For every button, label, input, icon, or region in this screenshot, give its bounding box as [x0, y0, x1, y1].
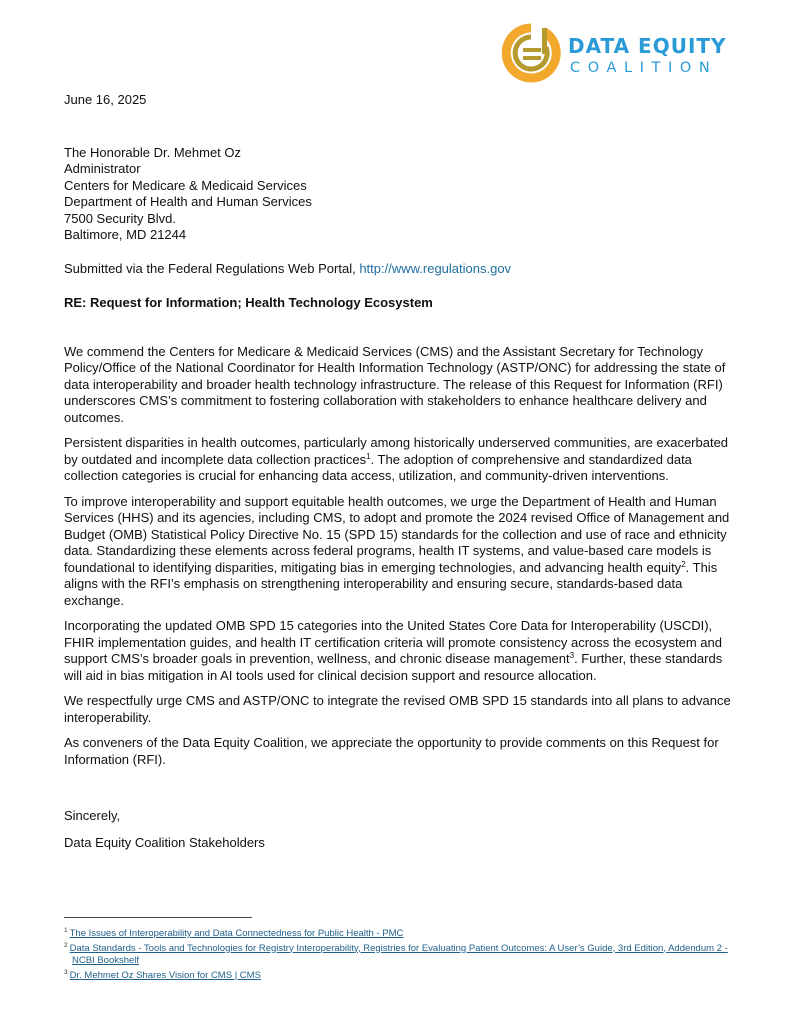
footnote-ref-1[interactable]: 1	[366, 451, 371, 461]
footnote-ref-2[interactable]: 2	[681, 559, 686, 569]
footnote-item: $^1$ The Issues of Interoperability and Data Connectedness for Public Health - PMC	[64, 927, 404, 939]
paragraph: Persistent disparities in health outcomes, particularly among historically underserved communities, are exacerbated by outdated and incomplete data collection practices$^1$. The adoption of comprehensive and standardized data collection categories is crucial for enhancing data access, utilization, and community-driven interventions.	[64, 435, 729, 483]
footnote-item: $^2$ Data Standards - Tools and Technologies for Registry Interoperability, Registries for Evaluating Patient Outcomes: A User’s Guide, 3rd Edition, Addendum 2 - NCBI Bookshelf	[64, 941, 728, 966]
letter-date: June 16, 2025	[64, 92, 147, 107]
submission-note	[64, 261, 734, 278]
logo-title: DATA EQUITY	[568, 34, 727, 58]
paragraph: As conveners of the Data Equity Coalition, we appreciate the opportunity to provide comments on this Request for Information (RFI).	[64, 735, 719, 767]
paragraph: We respectfully urge CMS and ASTP/ONC to integrate the revised OMB SPD 15 standards into all plans to advance interoperability.	[64, 693, 731, 725]
footnote-link-3[interactable]: Dr. Mehmet Oz Shares Vision for CMS | CMS	[69, 969, 261, 981]
paragraph: We commend the Centers for Medicare & Medicaid Services (CMS) and the Assistant Secretary for Technology Policy/Office of the National Coordinator for Health Information Technology (ASTP/ONC) for addressing the state of data interoperability and broader health technology infrastructure. The release of this Request for Information (RFI) underscores CMS’s commitment to fostering collaboration with stakeholders to enhance healthcare delivery and outcomes.	[64, 343, 726, 425]
footnote-link-2[interactable]: Data Standards - Tools and Technologies for Registry Interoperability, Registries for Evaluating Patient Outcomes: A User’s Guide, 3rd Edition, Addendum 2 - NCBI Bookshelf	[69, 942, 728, 966]
submission-text: Submitted via the Federal Regulations Web Portal,	[64, 260, 360, 276]
footnotes	[64, 928, 744, 984]
address-line: Administrator	[64, 161, 141, 176]
logo-subtitle: COALITION	[570, 60, 718, 76]
address-line: Department of Health and Human Services	[64, 194, 312, 209]
paragraph: Incorporating the updated OMB SPD 15 categories into the United States Core Data for Interoperability (USCDI), FHIR implementation guides, and health IT certification criteria will promote consistency across the ecosystem and support CMS’s broader goals in prevention, wellness, and chronic disease management$^3$. Further, these standards will aid in bias mitigation in AI tools used for clinical decision support and resource allocation.	[64, 618, 723, 683]
regulations-gov-link[interactable]: http://www.regulations.gov	[359, 260, 512, 276]
subject-line: RE: Request for Information; Health Technology Ecosystem	[64, 295, 433, 310]
signature: Data Equity Coalition Stakeholders	[64, 834, 265, 850]
footnote-divider	[64, 917, 252, 918]
address-line: Centers for Medicare & Medicaid Services	[64, 177, 307, 193]
data-equity-coalition-logo-icon	[500, 22, 562, 84]
footnote-link-1[interactable]: The Issues of Interoperability and Data Connectedness for Public Health - PMC	[69, 928, 404, 939]
closing: Sincerely,	[64, 808, 121, 823]
footnote-ref-3[interactable]: 3	[569, 651, 575, 660]
footnote-item: $^3$ Dr. Mehmet Oz Shares Vision for CMS | CMS	[64, 968, 261, 981]
recipient-address	[64, 145, 734, 244]
letter-body	[64, 92, 734, 851]
address-line: 7500 Security Blvd.	[64, 210, 177, 226]
organization-logo	[500, 22, 735, 84]
paragraph: To improve interoperability and support equitable health outcomes, we urge the Department of Health and Human Services (HHS) and its agencies, including CMS, to adopt and promote the 2024 revised Office of Management and Budget (OMB) Statistical Policy Directive No. 15 (SPD 15) standards for the collection and use of race and ethnicity data. Standardizing these elements across federal programs, health IT systems, and value-based care models is foundational to identifying disparities, mitigating bias in emerging technologies, and advancing health equity$^2$. This aligns with the RFI’s emphasis on strengthening interoperability and ensuring secure, standards-based data exchange.	[64, 493, 730, 608]
address-line: Baltimore, MD 21244	[64, 227, 187, 242]
address-line: The Honorable Dr. Mehmet Oz	[64, 144, 242, 160]
